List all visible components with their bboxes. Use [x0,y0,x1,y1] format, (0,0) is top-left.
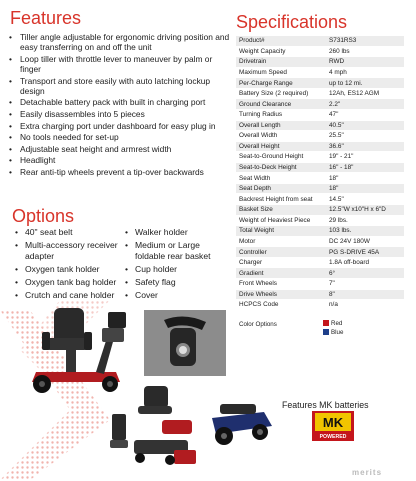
color-options-label: Color Options [239,321,277,328]
spec-row [236,36,404,46]
color-options-row [239,321,277,328]
spec-row [236,99,404,110]
feature-item: • No tools needed for set-up [6,132,234,142]
color-option-red [323,320,342,327]
red-swatch [323,320,329,326]
spec-row [236,257,404,268]
disassembled-pieces-image [104,380,208,472]
spec-value: 16" - 18" [326,162,404,173]
spec-row [236,67,404,78]
spec-label: Motor [236,236,326,247]
spec-label: Basket Size [236,205,326,216]
feature-item: • Headlight [6,155,234,165]
color-option-blue [323,329,343,336]
spec-label: Product# [236,36,326,46]
spec-row [236,173,404,184]
option-item: • Walker holder [122,227,222,238]
spec-row [236,183,404,194]
spec-label: Drive Wheels [236,289,326,300]
tiller-closeup-image [144,310,226,376]
spec-label: Total Weight [236,226,326,237]
color-name: Red [331,320,343,327]
options-list-right [122,227,222,303]
color-name: Blue [331,329,344,336]
spec-label: Turning Radius [236,109,326,120]
spec-label: Overall Width [236,131,326,142]
spec-row [236,78,404,89]
option-item: • Oxygen tank holder [12,264,124,275]
spec-label: Ground Clearance [236,99,326,110]
spec-value: 14.5" [326,194,404,205]
feature-item: • Loop tiller with throttle lever to maneuver by palm or finger [6,54,234,74]
spec-row [236,300,404,311]
spec-label: Drivetrain [236,57,326,68]
spec-value: 18" [326,173,404,184]
option-item: • 40" seat belt [12,227,124,238]
option-item: • Oxygen tank bag holder [12,277,124,288]
spec-value: 7" [326,278,404,289]
spec-value: S731RS3 [326,36,404,46]
option-item: • Crutch and cane holder [12,290,124,301]
spec-value: 36.6" [326,141,404,152]
option-item: • Multi-accessory receiver adapter [12,240,124,261]
spec-row [236,141,404,152]
spec-label: Maximum Speed [236,67,326,78]
spec-value: 40.5" [326,120,404,131]
spec-label: Seat Depth [236,183,326,194]
spec-value: n/a [326,300,404,311]
spec-label: HCPCS Code [236,300,326,311]
spec-label: Controller [236,247,326,258]
merits-brand-logo: merits [352,468,383,477]
spec-value: up to 12 mi. [326,78,404,89]
svg-text:POWERED: POWERED [319,434,347,440]
spec-value: 47" [326,109,404,120]
blue-swatch [323,329,329,335]
option-item: • Cover [122,290,222,301]
spec-value: 29 lbs. [326,215,404,226]
feature-item: • Tiller angle adjustable for ergonomic driving position and easy transferring on and off the unit [6,32,234,52]
spec-value: DC 24V 180W [326,236,404,247]
option-item: • Cup holder [122,264,222,275]
spec-label: Per-Charge Range [236,78,326,89]
spec-value: 103 lbs. [326,226,404,237]
spec-row [236,162,404,173]
options-list-left [12,227,124,303]
feature-item: • Adjustable seat height and armrest width [6,144,234,154]
option-item: • Medium or Large foldable rear basket [122,240,222,261]
spec-label: Weight of Heaviest Piece [236,215,326,226]
spec-row [236,109,404,120]
spec-row [236,236,404,247]
spec-value: 4 mph [326,67,404,78]
spec-label: Front Wheels [236,278,326,289]
feature-item: • Extra charging port under dashboard for easy plug in [6,121,234,131]
spec-label: Gradient [236,268,326,279]
options-heading: Options [12,206,75,226]
spec-row [236,205,404,216]
spec-value: 12.5"W x10"H x 6"D [326,205,404,216]
specifications-heading: Specifications [236,12,348,32]
spec-row [236,152,404,163]
spec-row [236,247,404,258]
feature-item: • Transport and store easily with auto latching lockup design [6,76,234,96]
spec-label: Seat Width [236,173,326,184]
spec-label: Battery Size (2 required) [236,88,326,99]
spec-row [236,226,404,237]
mk-powered-logo [312,411,354,441]
spec-label: Seat-to-Ground Height [236,152,326,163]
spec-value: 2.2" [326,99,404,110]
feature-item: • Easily disassembles into 5 pieces [6,109,234,119]
spec-label: Overall Height [236,141,326,152]
spec-value: 19" - 21" [326,152,404,163]
features-heading: Features [10,8,82,28]
spec-row [236,194,404,205]
spec-row [236,268,404,279]
spec-value: PG S-DRIVE 45A [326,247,404,258]
features-list [6,32,234,179]
spec-row [236,120,404,131]
spec-row [236,215,404,226]
mk-batteries-caption: Features MK batteries [282,400,369,410]
spec-label: Seat-to-Deck Height [236,162,326,173]
spec-label: Charger [236,257,326,268]
spec-value: 12Ah, ES12 AGM [326,88,404,99]
scooter-underside-image [206,388,276,450]
spec-value: 6° [326,268,404,279]
spec-value: RWD [326,57,404,68]
spec-value: 8" [326,289,404,300]
spec-row [236,278,404,289]
spec-row [236,88,404,99]
svg-text:MK: MK [322,415,344,430]
spec-label: Overall Length [236,120,326,131]
spec-value: 25.5" [326,131,404,142]
spec-label: Backrest Height from seat [236,194,326,205]
specifications-table [236,36,404,311]
spec-value: 18" [326,183,404,194]
spec-row [236,46,404,57]
spec-row [236,57,404,68]
option-item: • Safety flag [122,277,222,288]
spec-row [236,131,404,142]
spec-value: 1.8A off-board [326,257,404,268]
feature-item: • Rear anti-tip wheels prevent a tip-over backwards [6,167,234,177]
spec-value: 260 lbs [326,46,404,57]
spec-row [236,289,404,300]
spec-label: Weight Capacity [236,46,326,57]
feature-item: • Detachable battery pack with built in charging port [6,97,234,107]
